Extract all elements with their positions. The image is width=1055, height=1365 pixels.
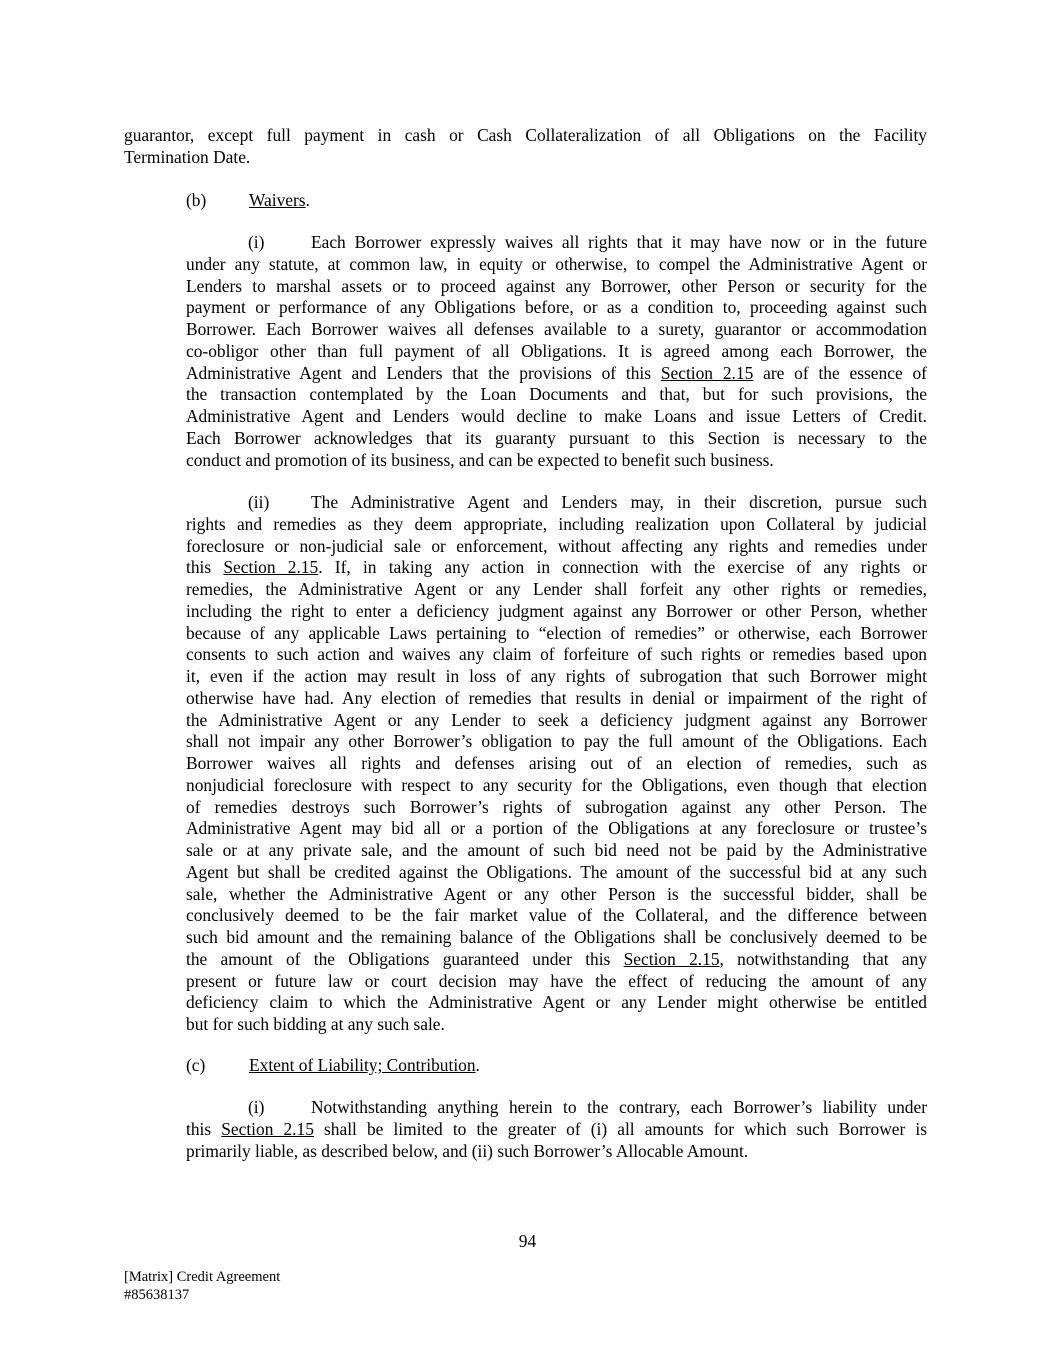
heading-c-period: . bbox=[475, 1055, 480, 1075]
text-line: conduct and promotion of its business, and can be expected to benefit such business. bbox=[186, 449, 774, 470]
text-line: present or future law or court decision may have the effect of reducing the amount of any bbox=[186, 970, 927, 991]
text-line: conclusively deemed to be the fair market value of the Collateral, and the difference between bbox=[186, 905, 927, 926]
text-line: Administrative Agent may bid all or a portion of the Obligations at any foreclosure or trustee’s bbox=[186, 818, 927, 839]
text-line: but for such bidding at any such sale. bbox=[186, 1014, 445, 1034]
text-line: of remedies destroys such Borrower’s rights of subrogation against any other Person. The bbox=[186, 796, 927, 817]
footer bbox=[124, 1268, 280, 1304]
text-line: Termination Date. bbox=[124, 146, 251, 167]
text-line: Each Borrower acknowledges that its guaranty pursuant to this Section is necessary to the bbox=[186, 427, 927, 448]
section-reference: Section 2.15 bbox=[623, 948, 720, 969]
text-line: foreclosure or non-judicial sale or enforcement, without affecting any rights and remedies under bbox=[186, 535, 927, 556]
paragraph-b-i bbox=[186, 232, 927, 471]
text-line: the transaction contemplated by the Loan Documents and that, but for such provisions, the bbox=[186, 384, 927, 405]
section-reference: Section 2.15 bbox=[660, 362, 754, 383]
text-line: remedies, the Administrative Agent or any Lender shall forfeit any other rights or remedies, bbox=[186, 579, 927, 599]
text-line: guarantor, except full payment in cash or Cash Collateralization of all Obligations on the Facility bbox=[124, 125, 927, 145]
text-line: primarily liable, as described below, and (ii) such Borrower’s Allocable Amount. bbox=[186, 1140, 749, 1161]
text-line: Agent but shall be credited against the Obligations. The amount of the successful bid at any such bbox=[186, 861, 927, 882]
heading-b-label: (b) bbox=[186, 190, 207, 210]
text-line: such bid amount and the remaining balance of the Obligations shall be conclusively deemed to be bbox=[186, 927, 927, 947]
text-line: otherwise have had. Any election of remedies that results in denial or impairment of the right of bbox=[186, 687, 927, 708]
heading-b-title: Waivers bbox=[249, 190, 306, 210]
text-line: payment or performance of any Obligations before, or as a condition to, proceeding against such bbox=[186, 297, 927, 318]
heading-c-title: Extent of Liability; Contribution bbox=[249, 1055, 476, 1075]
text-line: shall not impair any other Borrower’s obligation to pay the full amount of the Obligations. Each bbox=[186, 731, 927, 752]
page-number: 94 bbox=[518, 1231, 537, 1251]
text-line: the Administrative Agent or any Lender to seek a deficiency judgment against any Borrower bbox=[186, 709, 927, 730]
text-line: consents to such action and waives any claim of forfeiture of such rights or remedies based upon bbox=[186, 644, 927, 665]
text-line: co-obligor other than full payment of all Obligations. It is agreed among each Borrower, the bbox=[186, 340, 927, 361]
heading-b-period: . bbox=[305, 190, 310, 210]
footer-document-number: #85638137 bbox=[124, 1287, 190, 1303]
text-line: Lenders to marshal assets or to proceed against any Borrower, other Person or security for the bbox=[186, 275, 927, 296]
paragraph-label: (i) bbox=[248, 1097, 265, 1117]
text-line: deficiency claim to which the Administrative Agent or any Lender might otherwise be entitled bbox=[186, 992, 927, 1013]
paragraph-label: (ii) bbox=[248, 492, 270, 512]
text-line: Administrative Agent and Lenders would decline to make Loans and issue Letters of Credit. bbox=[186, 406, 927, 426]
text-line: nonjudicial foreclosure with respect to any security for the Obligations, even though that election bbox=[186, 774, 927, 795]
paragraph-label: (i) bbox=[248, 232, 265, 252]
section-reference: Section 2.15 bbox=[223, 557, 319, 578]
text-line: (i) Notwithstanding anything herein to the contrary, each Borrower’s liability under bbox=[248, 1097, 927, 1117]
text-line: Administrative Agent and Lenders that the provisions of this Section 2.15 are of the essence of bbox=[186, 362, 927, 383]
footer-document-title: [Matrix] Credit Agreement bbox=[124, 1269, 281, 1285]
text-line: rights and remedies as they deem appropriate, including realization upon Collateral by judicial bbox=[186, 513, 927, 534]
heading-c-label: (c) bbox=[186, 1055, 206, 1075]
text-line: Borrower waives all rights and defenses arising out of an election of remedies, such as bbox=[186, 753, 927, 773]
text-line: the amount of the Obligations guaranteed under this Section 2.15, notwithstanding that any bbox=[186, 948, 927, 969]
text-line: this Section 2.15 shall be limited to the greater of (i) all amounts for which such Borrower is bbox=[186, 1118, 927, 1139]
paragraph-b-ii bbox=[186, 492, 927, 1036]
text-line: it, even if the action may result in loss of any rights of subrogation that such Borrower might bbox=[186, 666, 927, 686]
text-line: because of any applicable Laws pertaining to “election of remedies” or otherwise, each Borrower bbox=[186, 622, 927, 643]
text-line: (i) Each Borrower expressly waives all rights that it may have now or in the future bbox=[248, 232, 927, 252]
text-line: under any statute, at common law, in equity or otherwise, to compel the Administrative Agent or bbox=[186, 253, 927, 274]
text-line: including the right to enter a deficiency judgment against any Borrower or other Person, whether bbox=[186, 600, 927, 621]
section-reference: Section 2.15 bbox=[221, 1118, 314, 1139]
paragraph-a-continuation bbox=[124, 125, 927, 169]
paragraph-c-i bbox=[186, 1097, 927, 1162]
text-line: sale, whether the Administrative Agent or any other Person is the successful bidder, shall be bbox=[186, 883, 927, 904]
text-line: this Section 2.15. If, in taking any action in connection with the exercise of any rights or bbox=[186, 557, 927, 578]
text-line: sale or at any private sale, and the amount of such bid need not be paid by the Administrative bbox=[186, 840, 927, 860]
text-line: Borrower. Each Borrower waives all defenses available to a surety, guarantor or accommodation bbox=[186, 319, 927, 339]
text-line: (ii) The Administrative Agent and Lenders may, in their discretion, pursue such bbox=[248, 492, 927, 512]
